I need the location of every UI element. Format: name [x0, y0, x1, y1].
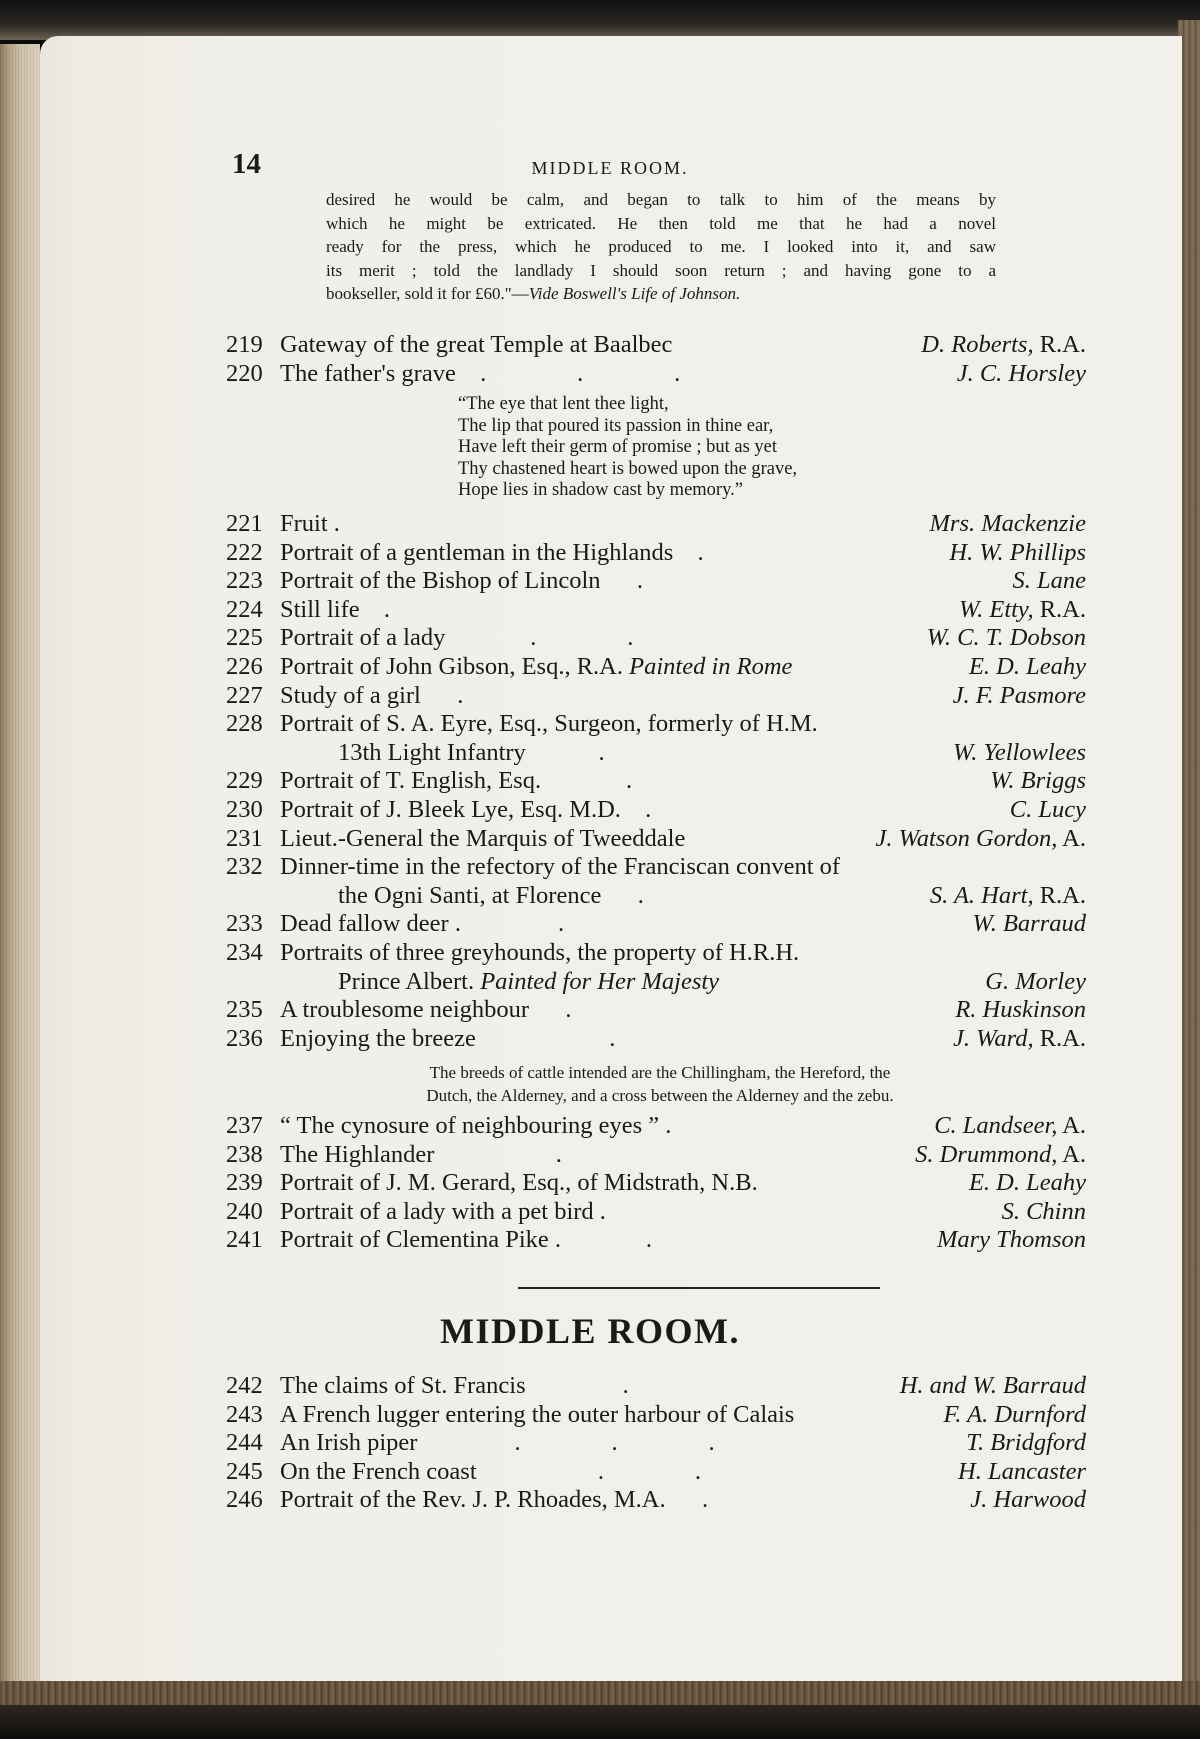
entry-title	[280, 1429, 721, 1458]
artist-name: S. Drummond,	[915, 1140, 1058, 1168]
quote-line: its merit ; told the landlady I should soon return ; and having gone to a	[326, 260, 996, 280]
entry-title	[280, 653, 792, 682]
catalogue-entry	[226, 853, 1086, 882]
catalogue-entry	[226, 910, 1086, 939]
entry-number: 236	[226, 1024, 263, 1052]
artist-name: W. Barraud	[972, 910, 1086, 938]
artist-name: W. C. T. Dobson	[926, 624, 1086, 652]
entry-title	[280, 1458, 707, 1487]
entry-title-text: Portrait of J. M. Gerard, Esq., of Midstrath, N.B.	[280, 1169, 758, 1197]
entry-title-text: Enjoying the breeze	[280, 1024, 476, 1052]
entry-artist	[969, 1169, 1086, 1198]
entry-number: 225	[226, 624, 263, 652]
entry-title	[280, 1112, 671, 1141]
entry-number: 219	[226, 331, 263, 358]
poem-line: The lip that poured its passion in thine ear,	[458, 415, 774, 436]
entry-title	[280, 767, 638, 796]
catalogue-entry	[226, 1458, 1086, 1487]
catalogue-entry	[226, 939, 1086, 968]
entry-title-text: The claims of St. Francis	[280, 1372, 526, 1399]
entry-title-text: Prince Albert.	[338, 967, 481, 995]
entry-artist	[937, 1226, 1086, 1255]
entry-title-italic: Painted in Rome	[629, 652, 793, 680]
entry-title-text: Dead fallow deer .	[280, 910, 461, 938]
leader-dots: .	[529, 996, 578, 1024]
leader-dots: .	[673, 538, 710, 566]
entry-title-text: Portrait of the Bishop of Lincoln	[280, 567, 601, 595]
entry-artist	[957, 360, 1086, 389]
artist-name: E. D. Leahy	[968, 652, 1086, 680]
cattle-note	[310, 1061, 1010, 1107]
leader-dots: .	[601, 881, 650, 909]
catalogue-entry	[226, 825, 1086, 854]
poem-quote	[458, 394, 797, 502]
artist-name: J. Harwood	[970, 1486, 1086, 1514]
leader-dots: .	[600, 567, 649, 595]
entry-title-text: On the French coast	[280, 1457, 477, 1485]
quote-line: desired he would be calm, and began to talk to him of the means by	[326, 190, 996, 209]
leader-dots: .	[561, 1226, 659, 1254]
artist-name: W. Yellowlees	[953, 738, 1086, 766]
catalogue-entry	[226, 596, 1086, 625]
entry-title	[280, 1169, 758, 1198]
entry-title-text: Fruit .	[280, 510, 340, 537]
entry-title	[280, 1401, 794, 1430]
artist-name: S. Chinn	[1001, 1197, 1086, 1225]
leader-dots: .	[475, 1024, 622, 1052]
entry-artist	[934, 1112, 1086, 1141]
entry-number: 229	[226, 767, 263, 795]
entry-title-text: Portrait of J. Bleek Lye, Esq. M.D.	[280, 795, 621, 823]
entry-title	[280, 539, 710, 568]
poem-line: Thy chastened heart is bowed upon the grave,	[458, 458, 798, 479]
entry-title	[280, 1372, 635, 1401]
artist-name: Mary Thomson	[936, 1226, 1086, 1254]
entry-title-text: A French lugger entering the outer harbour of Calais	[280, 1400, 795, 1428]
entry-artist	[953, 1025, 1086, 1054]
entry-artist	[921, 331, 1086, 360]
entry-title	[280, 939, 799, 968]
entry-title	[338, 968, 719, 997]
entry-title	[280, 567, 649, 596]
entry-artist	[959, 596, 1086, 625]
entry-artist	[927, 624, 1086, 653]
catalogue-entry	[226, 1169, 1086, 1198]
leader-dots: .	[525, 738, 611, 766]
leader-dots: .	[420, 681, 470, 709]
section-rule	[518, 1287, 880, 1289]
artist-honour: A.	[1057, 1112, 1086, 1139]
entry-title-text: Gateway of the great Temple at Baalbec	[280, 331, 673, 358]
catalogue-entry	[226, 767, 1086, 796]
entry-number: 227	[226, 681, 263, 709]
catalogue-entry	[226, 1372, 1086, 1401]
entry-artist	[1013, 567, 1087, 596]
artist-honour: A.	[1057, 1140, 1086, 1168]
entry-artist	[930, 510, 1086, 539]
entry-artist	[949, 539, 1086, 568]
catalogue-entry	[226, 710, 1086, 739]
catalogue-entry	[226, 968, 1086, 997]
intro-quote	[326, 188, 996, 306]
catalogue-entry	[226, 1226, 1086, 1255]
entry-title	[280, 853, 840, 882]
entry-title	[280, 910, 570, 939]
entry-title	[280, 825, 685, 854]
entry-title-text: A troublesome neighbour	[280, 996, 530, 1024]
entry-number: 221	[226, 510, 263, 537]
entry-title-text: Portrait of the Rev. J. P. Rhoades, M.A.	[280, 1486, 666, 1514]
note-line: The breeds of cattle intended are the Chillingham, the Hereford, the	[429, 1063, 891, 1082]
leader-dots: .	[665, 1486, 715, 1514]
entry-title-text: Study of a girl	[280, 681, 421, 709]
artist-name: J. Ward,	[953, 1024, 1034, 1052]
artist-name: Mrs. Mackenzie	[929, 510, 1086, 537]
entry-number: 240	[226, 1197, 263, 1225]
entry-number: 233	[226, 910, 263, 938]
running-head: MIDDLE ROOM.	[531, 158, 689, 178]
entry-number: 222	[226, 538, 263, 566]
entry-artist	[966, 1429, 1086, 1458]
entry-title	[280, 1141, 568, 1170]
entry-number: 230	[226, 795, 263, 823]
leader-dots: . . .	[417, 1429, 721, 1457]
catalogue-entry	[226, 739, 1086, 768]
entry-number: 228	[226, 710, 263, 738]
entry-title	[280, 1226, 658, 1255]
poem-line: “The eye that lent thee light,	[458, 394, 669, 414]
entry-number: 242	[226, 1372, 263, 1399]
entry-title-text: Portrait of S. A. Eyre, Esq., Surgeon, formerly of H.M.	[280, 710, 818, 738]
entry-title	[280, 1486, 714, 1515]
entry-artist	[900, 1372, 1086, 1401]
artist-name: T. Bridgford	[966, 1429, 1086, 1457]
entry-artist	[915, 1141, 1086, 1170]
artist-name: H. Lancaster	[958, 1457, 1086, 1485]
leader-dots: .	[620, 795, 658, 823]
catalogue-entry	[226, 510, 1086, 539]
entry-title-text: “ The cynosure of neighbouring eyes ” .	[280, 1112, 672, 1139]
entry-title-text: Dinner-time in the refectory of the Franciscan convent of	[280, 853, 841, 881]
entry-title	[338, 882, 650, 911]
artist-honour: R.A.	[1033, 331, 1086, 358]
entry-title-text: the Ogni Santi, at Florence	[338, 881, 602, 909]
leader-dots: .	[541, 767, 639, 795]
catalogue-entry	[226, 1429, 1086, 1458]
catalogue-entry	[226, 539, 1086, 568]
entry-artist	[990, 767, 1086, 796]
entry-number: 246	[226, 1486, 263, 1514]
section-title: MIDDLE ROOM.	[440, 1311, 740, 1351]
entry-title	[280, 331, 672, 360]
entry-title-italic: Painted for Her Majesty	[480, 967, 720, 995]
catalogue-entry	[226, 653, 1086, 682]
catalogue-entry	[226, 682, 1086, 711]
artist-name: C. Landseer,	[934, 1112, 1058, 1139]
entry-number: 234	[226, 938, 263, 966]
entry-title-text: Portraits of three greyhounds, the property of H.R.H.	[280, 938, 800, 966]
poem-line: Hope lies in shadow cast by memory.”	[458, 480, 743, 500]
leader-dots: .	[434, 1140, 568, 1168]
entry-artist	[970, 1486, 1086, 1515]
entry-title	[338, 739, 611, 768]
catalogue-entry	[226, 996, 1086, 1025]
catalogue-list-c	[226, 1112, 1086, 1255]
entry-artist	[969, 653, 1086, 682]
artist-name: J. Watson Gordon,	[875, 824, 1058, 852]
catalogue-entry	[226, 796, 1086, 825]
leader-dots: .	[460, 910, 571, 938]
artist-name: S. A. Hart,	[929, 881, 1034, 909]
entry-number: 238	[226, 1140, 263, 1168]
entry-title-text: The father's grave	[280, 359, 456, 387]
entry-number: 223	[226, 567, 263, 595]
entry-title-text: 13th Light Infantry	[338, 738, 526, 766]
book-cover-bottom	[0, 1681, 1200, 1739]
entry-artist	[930, 882, 1086, 911]
catalogue-entry	[226, 1112, 1086, 1141]
entry-title-text: Still life	[280, 595, 360, 623]
artist-name: J. C. Horsley	[956, 359, 1086, 387]
entry-number: 224	[226, 595, 263, 623]
artist-name: H. W. Phillips	[949, 538, 1086, 566]
catalogue-entry	[226, 1141, 1086, 1170]
quote-line: ready for the press, which he produced to me. I looked into it, and saw	[326, 237, 996, 256]
leader-dots: . .	[445, 624, 640, 652]
entry-title	[280, 1198, 606, 1227]
catalogue-entry	[226, 624, 1086, 653]
poem-line: Have left their germ of promise ; but as yet	[458, 437, 778, 457]
book-cover-top	[0, 0, 1200, 40]
artist-honour: A.	[1057, 824, 1086, 852]
artist-name: E. D. Leahy	[968, 1169, 1086, 1197]
artist-name: C. Lucy	[1009, 795, 1086, 823]
entry-title-text: Portrait of T. English, Esq.	[280, 767, 542, 795]
artist-honour: R.A.	[1033, 1024, 1086, 1052]
entry-artist	[875, 825, 1086, 854]
entry-title	[280, 1025, 621, 1054]
entry-title	[280, 710, 818, 739]
note-line: Dutch, the Alderney, and a cross between the Alderney and the zebu.	[426, 1086, 894, 1105]
entry-number: 241	[226, 1226, 263, 1254]
entry-number: 226	[226, 652, 263, 680]
catalogue-entry	[226, 1401, 1086, 1430]
quote-line-last: bookseller, sold it for £60."—Vide Boswell's Life of Johnson.	[326, 284, 741, 303]
catalogue-list-a	[226, 331, 1086, 388]
artist-name: W. Briggs	[990, 767, 1086, 795]
leader-dots: . .	[476, 1457, 707, 1485]
catalogue-list-b	[226, 510, 1086, 1053]
quote-source: Vide Boswell's Life of Johnson.	[528, 284, 741, 303]
leader-dots: .	[359, 595, 396, 623]
entry-artist	[1002, 1198, 1086, 1227]
entry-number: 243	[226, 1400, 263, 1428]
artist-honour: R.A.	[1033, 881, 1086, 909]
entry-artist	[985, 968, 1086, 997]
entry-title-text: Portrait of Clementina Pike .	[280, 1226, 562, 1254]
entry-number: 244	[226, 1429, 263, 1457]
catalogue-entry	[226, 882, 1086, 911]
entry-number: 220	[226, 359, 263, 387]
entry-artist	[1010, 796, 1086, 825]
catalogue-entry	[226, 1198, 1086, 1227]
entry-number: 239	[226, 1169, 263, 1197]
entry-artist	[955, 996, 1086, 1025]
entry-title	[280, 796, 657, 825]
entry-title-text: Portrait of a lady	[280, 624, 446, 652]
page-number: 14	[232, 148, 261, 180]
entry-artist	[953, 739, 1086, 768]
entry-title-text: Portrait of John Gibson, Esq., R.A.	[280, 652, 630, 680]
leader-dots: . . .	[455, 359, 687, 387]
entry-title	[280, 360, 686, 389]
catalogue-entry	[226, 567, 1086, 596]
artist-name: R. Huskinson	[955, 996, 1086, 1024]
leader-dots: .	[525, 1372, 635, 1399]
entry-title	[280, 596, 396, 625]
entry-title-text: The Highlander	[280, 1140, 435, 1168]
catalogue-entry	[226, 360, 1086, 389]
entry-number: 237	[226, 1112, 263, 1139]
entry-number: 245	[226, 1457, 263, 1485]
entry-artist	[958, 1458, 1086, 1487]
entry-title-text: Portrait of a lady with a pet bird .	[280, 1197, 606, 1225]
entry-artist	[944, 1401, 1087, 1430]
entry-title	[280, 996, 578, 1025]
entry-title-text: An Irish piper	[280, 1429, 418, 1457]
page-gutter	[0, 44, 40, 1690]
entry-number: 231	[226, 824, 263, 852]
artist-name: G. Morley	[985, 967, 1086, 995]
entry-number: 232	[226, 853, 263, 881]
entry-title	[280, 682, 469, 711]
entry-artist	[973, 910, 1086, 939]
catalogue-list-d	[226, 1372, 1086, 1515]
quote-line: which he might be extricated. He then told me that he had a novel	[326, 213, 996, 233]
artist-name: H. and W. Barraud	[899, 1372, 1086, 1399]
entry-artist	[953, 682, 1086, 711]
artist-name: F. A. Durnford	[943, 1400, 1086, 1428]
entry-number: 235	[226, 996, 263, 1024]
entry-title-text: Lieut.-General the Marquis of Tweeddale	[280, 824, 686, 852]
artist-name: D. Roberts,	[921, 331, 1034, 358]
catalogue-entry	[226, 1025, 1086, 1054]
catalogue-entry	[226, 1486, 1086, 1515]
entry-title	[280, 510, 340, 539]
artist-name: S. Lane	[1012, 567, 1086, 595]
artist-name: J. F. Pasmore	[952, 681, 1086, 709]
catalogue-entry	[226, 331, 1086, 360]
entry-title	[280, 624, 639, 653]
artist-honour: R.A.	[1033, 595, 1086, 623]
artist-name: W. Etty,	[958, 595, 1034, 623]
entry-title-text: Portrait of a gentleman in the Highlands	[280, 538, 674, 566]
